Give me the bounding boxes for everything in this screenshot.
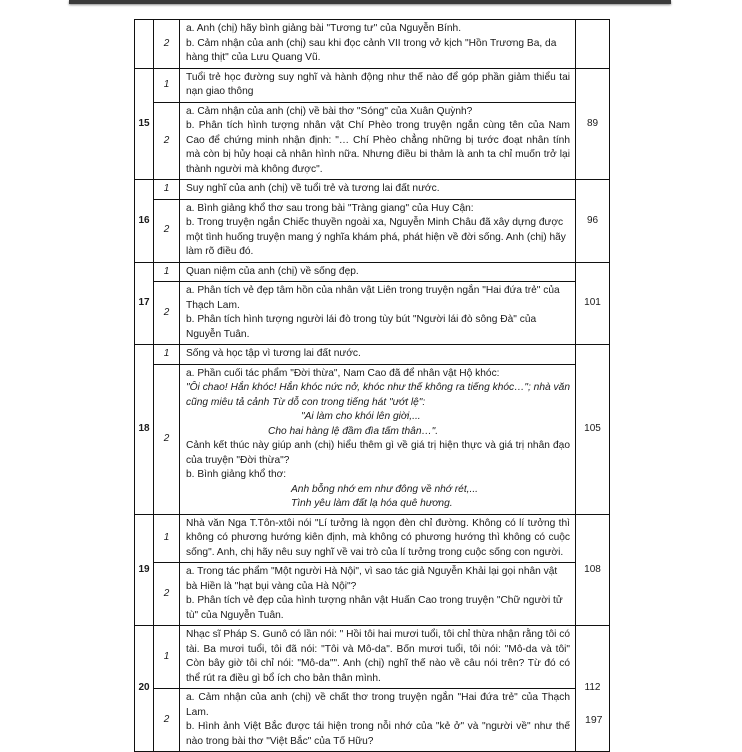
content-line: b. Trong truyện ngắn Chiếc thuyền ngoài xa, Nguyễn Minh Châu đã xây dựng được một tình huống truyện mang ý nghĩa khám phá, phát hiện về đời sống. Anh (chị) hãy làm rõ điều đó. (186, 217, 566, 257)
table-row (135, 180, 610, 200)
poem-line: Cho hai hàng lệ đầm đìa tấm thân…". (268, 425, 439, 437)
content-line: a. Trong tác phẩm "Một người Hà Nội", vì sao tác giả Nguyễn Khải lại gọi nhân vật bà Hiền là "hạt bụi vàng của Hà Nội"? (186, 566, 558, 592)
part-content (180, 689, 576, 752)
part-content (180, 282, 576, 345)
table-row (135, 689, 610, 752)
part-number: 1 (154, 626, 180, 689)
content-line: Cảnh kết thúc này giúp anh (chị) hiểu thêm gì về giá trị hiện thực và giá trị nhân đạo của truyện "Đời thừa"? (186, 440, 570, 466)
content-line: b. Phân tích hình tượng nhân vật Chí Phèo trong truyện ngắn cùng tên của Nam Cao để chứng minh nhận định: "… Chí Phèo chẳng những bị tước đoạt nhân tính mà còn bị hủy hoại cả nhân hình nữa. Nhưng điều bi thảm là anh ta chỉ muốn trở lại thành người mà không được". (186, 120, 570, 175)
table-row (135, 262, 610, 282)
topic-number: 18 (135, 345, 154, 515)
content-line: a. Anh (chị) hãy bình giảng bài "Tương tư" của Nguyễn Bính. (186, 23, 462, 34)
part-content (180, 68, 576, 102)
part-content (180, 102, 576, 180)
topic-number (135, 20, 154, 69)
content-line: Nhà văn Nga T.Tôn-xtôi nói "Lí tưởng là ngọn đèn chỉ đường. Không có lí tưởng thì không có phương hướng kiên định, mà không có phương hướng thì không có cuộc sống". Anh, chị hãy nêu suy nghĩ về vai trò của lí tưởng trong cuộc sống con người. (186, 517, 570, 558)
table-row (135, 345, 610, 365)
table-row (135, 514, 610, 563)
table-row (135, 563, 610, 626)
table-row (135, 364, 610, 514)
content-line: Sống và học tập vì tương lai đất nước. (186, 348, 361, 359)
content-line: Tuổi trẻ học đường suy nghĩ và hành động như thế nào để góp phần giảm thiểu tai nạn giao thông (186, 71, 570, 97)
part-number: 2 (154, 364, 180, 514)
page-ref (576, 20, 610, 69)
part-content (180, 626, 576, 689)
exam-topics-table (134, 19, 610, 752)
page-ref: 112 (576, 626, 610, 752)
table-row (135, 102, 610, 180)
part-number: 2 (154, 689, 180, 752)
page-number: 197 (585, 714, 603, 726)
quote-line: "Ôi chao! Hắn khóc! Hắn khóc nức nở, khóc như thế không ra tiếng khóc…"; nhà văn cũng miêu tả cảnh Từ dỗ con trong tiếng hát "ướt lệ": (186, 382, 570, 408)
content-line: a. Phần cuối tác phẩm "Đời thừa", Nam Cao đã để nhân vật Hộ khóc: (186, 367, 500, 379)
content-line: b. Hình ảnh Việt Bắc được tái hiện trong nỗi nhớ của "kẻ ở" và "người về" như thế nào trong bài thơ "Việt Bắc" của Tố Hữu? (186, 721, 570, 747)
page-ref: 96 (576, 180, 610, 263)
content-line: Suy nghĩ của anh (chị) về tuổi trẻ và tương lai đất nước. (186, 183, 440, 194)
part-content (180, 262, 576, 282)
part-number: 1 (154, 345, 180, 365)
part-number: 1 (154, 68, 180, 102)
part-content (180, 345, 576, 365)
topic-number: 19 (135, 514, 154, 626)
topic-number: 15 (135, 68, 154, 180)
part-number: 1 (154, 514, 180, 563)
poem-line: "Ai làm cho khói lên giời,... (301, 411, 421, 422)
part-content (180, 563, 576, 626)
content-line: a. Cảm nhận của anh (chị) về bài thơ "Sóng" của Xuân Quỳnh? (186, 105, 473, 117)
content-line: b. Phân tích hình tượng người lái đò trong tùy bút "Người lái đò sông Đà" của Nguyễn Tuân. (186, 314, 537, 340)
topic-number: 16 (135, 180, 154, 263)
content-line: Nhạc sĩ Pháp S. Gunô có lần nói: " Hồi tôi hai mươi tuổi, tôi chỉ thừa nhận rằng tôi có tài. Ba mươi tuổi, tôi đã nói: "Tôi và Mô-da". Bốn mươi tuổi, tôi nói: "Mô-da và tôi" Còn bây giờ tôi chỉ nói: "Mô-da"". Anh (chị) nghĩ thế nào về câu nói trên? Từ đó có thể rút ra điều gì bổ ích cho bản thân mình. (186, 629, 570, 684)
content-line: Quan niệm của anh (chị) về sống đẹp. (186, 265, 359, 277)
part-number: 2 (154, 282, 180, 345)
page-ref: 105 (576, 345, 610, 515)
page-ref: 101 (576, 262, 610, 345)
part-number: 2 (154, 20, 180, 69)
page-ref: 89 (576, 68, 610, 180)
part-number: 2 (154, 563, 180, 626)
part-content (180, 20, 576, 69)
part-content (180, 364, 576, 514)
content-line: b. Phân tích vẻ đẹp của hình tượng nhân vật Huấn Cao trong truyện "Chữ người tử tù" của Nguyễn Tuân. (186, 595, 563, 621)
part-number: 1 (154, 262, 180, 282)
poem-line: Anh bỗng nhớ em như đông về nhớ rét,... (291, 483, 478, 495)
page-ref: 108 (576, 514, 610, 626)
content-line: a. Cảm nhận của anh (chị) về chất thơ trong truyện ngắn "Hai đứa trẻ" của Thạch Lam. (186, 692, 570, 718)
part-number: 1 (154, 180, 180, 200)
table-row (135, 68, 610, 102)
content-line: a. Bình giảng khổ thơ sau trong bài "Tràng giang" của Huy Cận: (186, 202, 474, 214)
part-number: 2 (154, 102, 180, 180)
content-line: b. Cảm nhận của anh (chị) sau khi đọc cảnh VII trong vở kịch "Hồn Trương Ba, da hàng thịt" của Lưu Quang Vũ. (186, 37, 557, 63)
table-row (135, 282, 610, 345)
part-number: 2 (154, 199, 180, 262)
poem-line: Tình yêu làm đất lạ hóa quê hương. (291, 498, 453, 509)
part-content (180, 514, 576, 563)
content-line: a. Phân tích vẻ đẹp tâm hồn của nhân vật Liên trong truyện ngắn "Hai đứa trẻ" của Thạch Lam. (186, 285, 560, 311)
table-row (135, 20, 610, 69)
part-content (180, 199, 576, 262)
table-row (135, 626, 610, 689)
part-content (180, 180, 576, 200)
topic-number: 17 (135, 262, 154, 345)
content-line: b. Bình giảng khổ thơ: (186, 469, 287, 480)
top-edge-bar (69, 0, 671, 4)
topic-number: 20 (135, 626, 154, 752)
table-row (135, 199, 610, 262)
